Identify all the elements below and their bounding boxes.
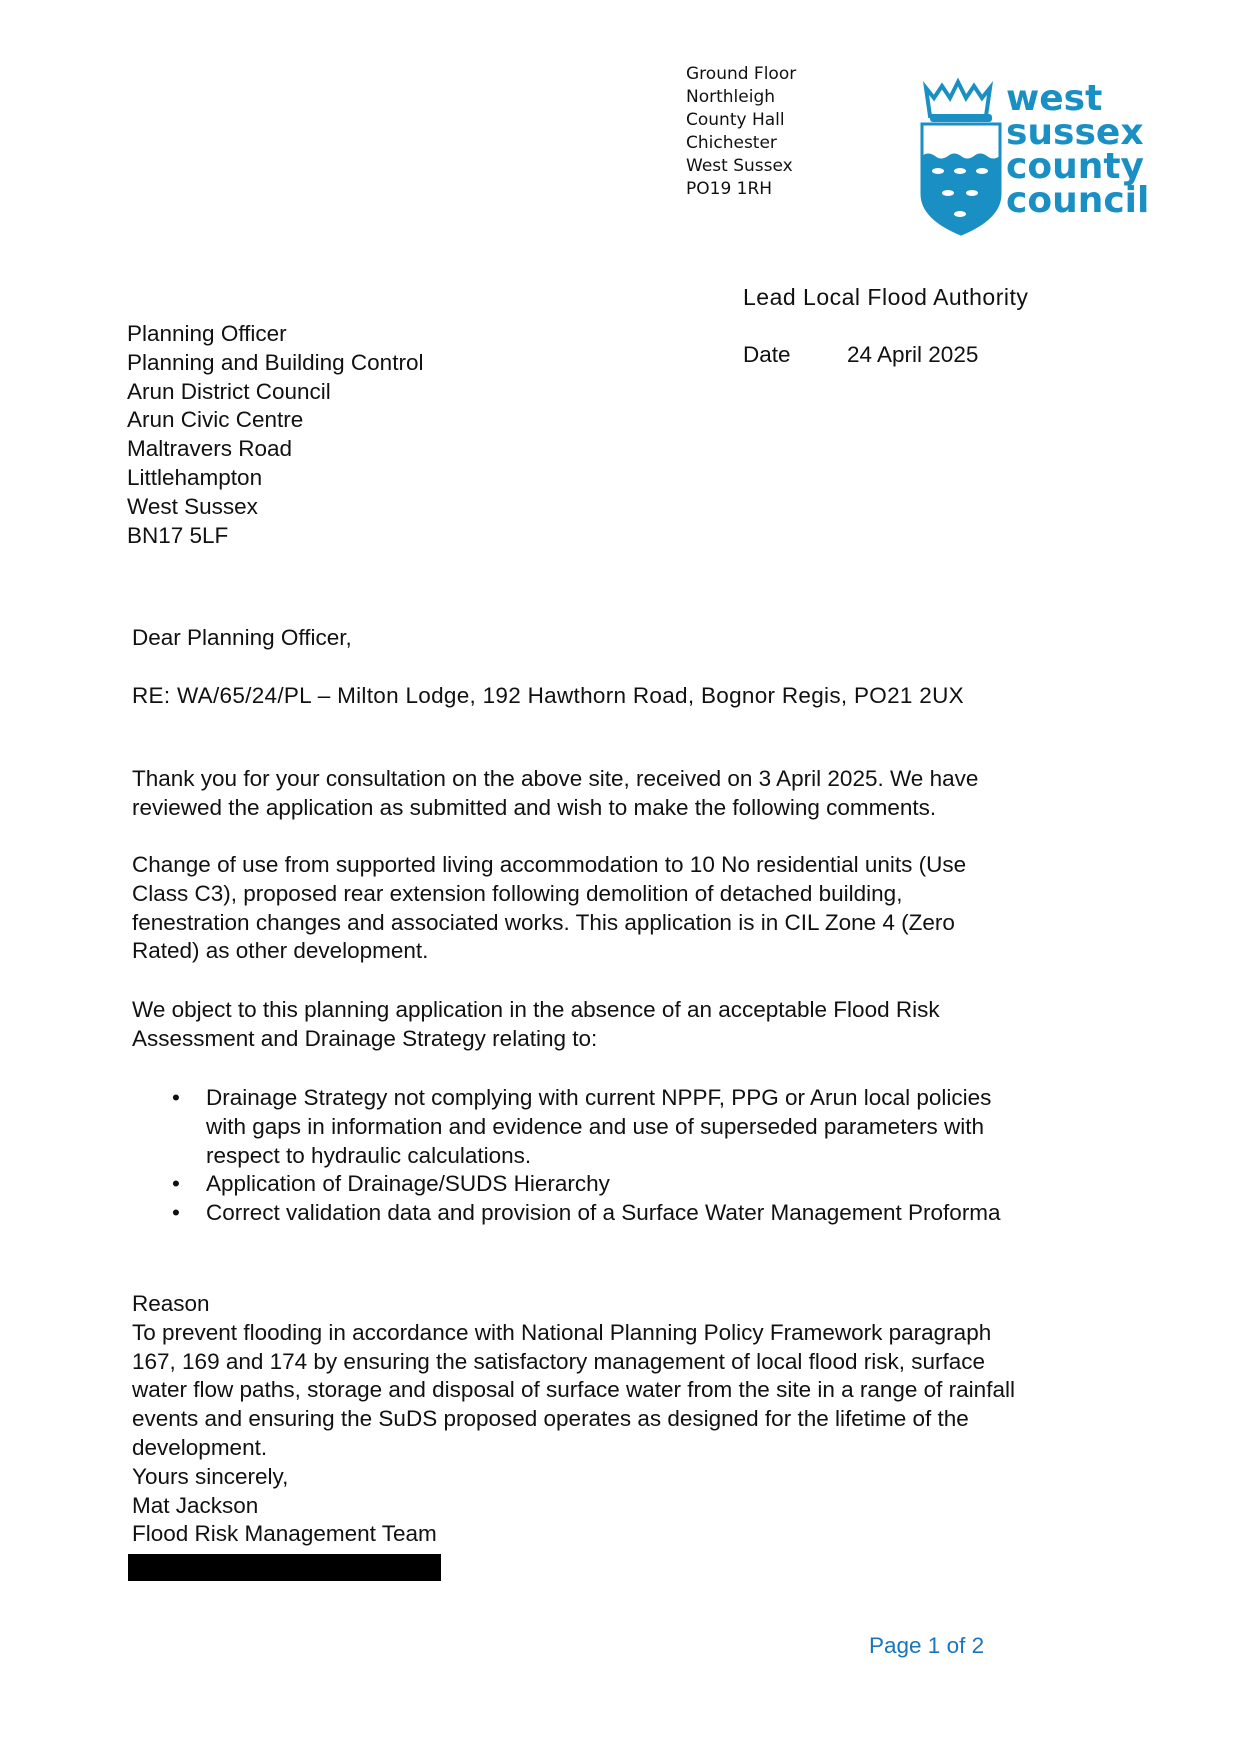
text-line: Application of Drainage/SUDS Hierarchy (206, 1171, 610, 1197)
redaction-bar (128, 1554, 441, 1581)
page-indicator: Page 1 of 2 (869, 1633, 985, 1658)
address-line: Chichester (686, 133, 777, 153)
bullet-icon: • (172, 1085, 180, 1110)
text-line: events and ensuring the SuDS proposed operates as designed for the lifetime of the (132, 1406, 969, 1432)
logo-text: county (1006, 146, 1145, 187)
signatory: Mat Jackson (132, 1492, 259, 1518)
list-item (132, 1084, 1001, 1170)
address-line: County Hall (686, 110, 785, 130)
recipient-line: Maltravers Road (127, 436, 293, 462)
paragraph-intro (132, 765, 1132, 823)
text-line: development. (132, 1434, 268, 1460)
logo-text: council (1006, 180, 1150, 221)
text-line: Correct validation data and provision of a Surface Water Management Proforma (206, 1200, 1001, 1226)
reason-heading: Reason (132, 1291, 210, 1316)
bullet-icon: • (172, 1200, 180, 1226)
text-line: Change of use from supported living accommodation to 10 No residential units (Use (132, 852, 967, 877)
recipient-line: Arun Civic Centre (127, 407, 304, 433)
salutation: Dear Planning Officer, (132, 625, 352, 650)
text-line: Rated) as other development. (132, 938, 429, 964)
recipient-line: Planning Officer (127, 321, 287, 346)
date-value: 24 April 2025 (847, 342, 979, 367)
text-line: respect to hydraulic calculations. (206, 1142, 532, 1168)
address-line: PO19 1RH (686, 179, 773, 199)
letter-date (743, 341, 979, 370)
list-item (132, 1199, 1001, 1228)
logo-text: sussex (1006, 112, 1144, 153)
list-item (132, 1170, 1001, 1199)
address-line: West Sussex (686, 156, 793, 176)
subject-line: RE: WA/65/24/PL – Milton Lodge, 192 Hawthorn Road, Bognor Regis, PO21 2UX (132, 683, 964, 708)
recipient-line: Littlehampton (127, 464, 263, 490)
date-label: Date (743, 342, 791, 367)
recipient-line: Planning and Building Control (127, 349, 424, 375)
sender-address (686, 63, 796, 201)
text-line: Assessment and Drainage Strategy relating to: (132, 1025, 598, 1051)
text-line: To prevent flooding in accordance with National Planning Policy Framework paragraph (132, 1319, 992, 1345)
text-line: 167, 169 and 174 by ensuring the satisfactory management of local flood risk, surface (132, 1348, 986, 1374)
text-line: water flow paths, storage and disposal of surface water from the site in a range of rainfall (132, 1377, 1015, 1403)
shield-crest-icon (918, 76, 1158, 236)
text-line: with gaps in information and evidence and use of superseded parameters with (206, 1113, 984, 1139)
council-logo (918, 76, 1158, 236)
text-line: Drainage Strategy not complying with current NPPF, PPG or Arun local policies (206, 1085, 992, 1110)
recipient-address (127, 320, 423, 550)
closing: Yours sincerely, (132, 1463, 289, 1489)
reason-section (132, 1290, 1132, 1549)
paragraph-objection (132, 996, 1132, 1054)
text-line: We object to this planning application in the absence of an acceptable Flood Risk (132, 997, 940, 1022)
text-line: fenestration changes and associated works. This application is in CIL Zone 4 (Zero (132, 909, 955, 935)
text-line: reviewed the application as submitted and wish to make the following comments. (132, 794, 937, 820)
logo-text: west (1006, 78, 1103, 119)
recipient-line: BN17 5LF (127, 522, 229, 548)
recipient-line: West Sussex (127, 493, 258, 519)
objection-list (132, 1084, 1001, 1228)
paragraph-description (132, 851, 1132, 966)
team-name: Flood Risk Management Team (132, 1521, 437, 1547)
text-line: Thank you for your consultation on the above site, received on 3 April 2025. We have (132, 766, 979, 791)
address-line: Northleigh (686, 87, 776, 107)
recipient-line: Arun District Council (127, 378, 331, 404)
bullet-icon: • (172, 1171, 180, 1197)
department: Lead Local Flood Authority (743, 284, 1029, 310)
address-line: Ground Floor (686, 64, 797, 84)
text-line: Class C3), proposed rear extension following demolition of detached building, (132, 880, 903, 906)
